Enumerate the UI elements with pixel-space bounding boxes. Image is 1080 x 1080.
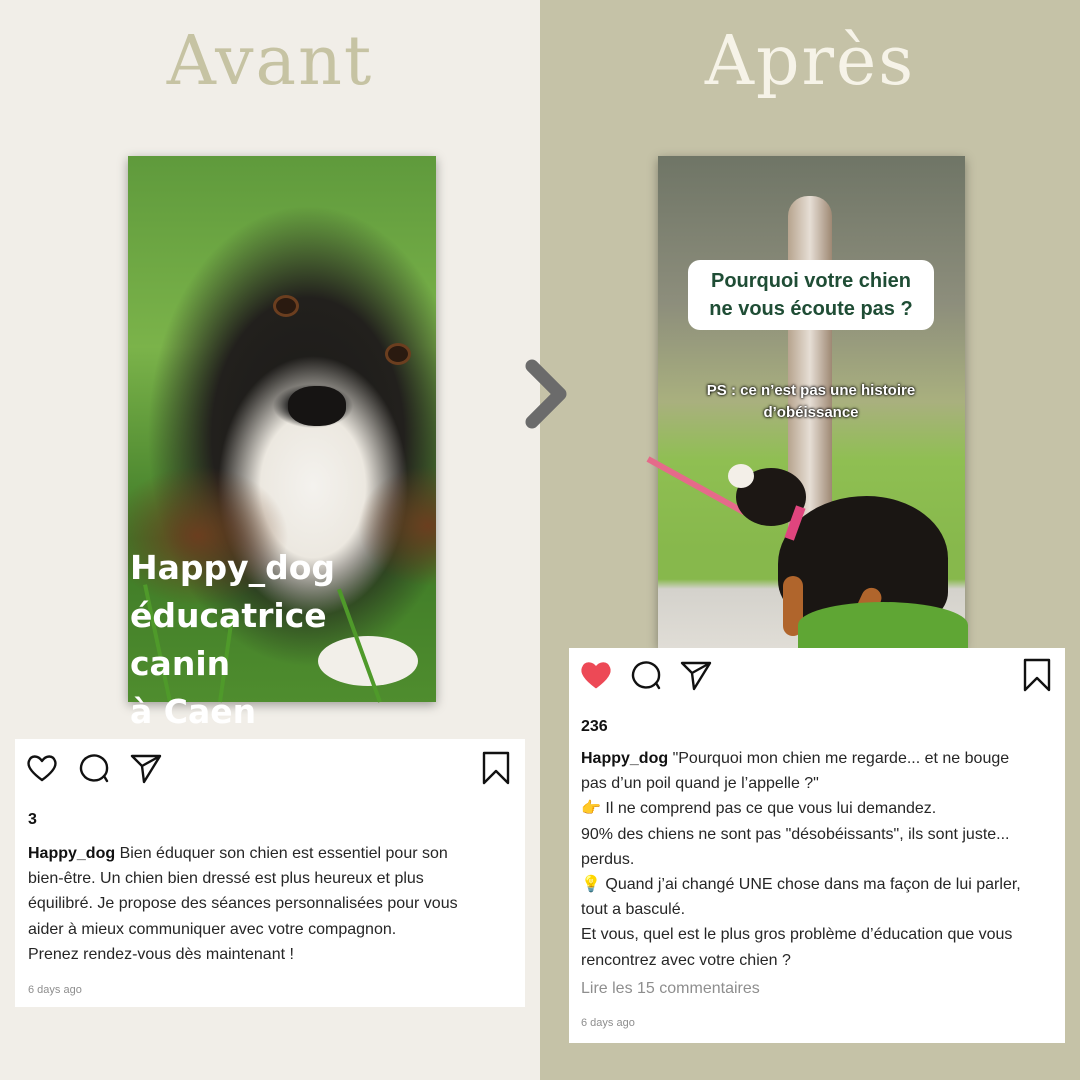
caption-line: tout a basculé. xyxy=(581,901,686,919)
caption-line: Prenez rendez-vous dès maintenant ! xyxy=(28,945,294,963)
caption-line: 👉 Il ne comprend pas ce que vous lui demandez. xyxy=(581,800,937,818)
caption-line: Happy_dog Bien éduquer son chien est essentiel pour son xyxy=(28,845,448,862)
puppy-muzzle xyxy=(728,464,754,488)
comment-icon[interactable] xyxy=(77,751,111,785)
after-post-card xyxy=(569,648,1065,1043)
caption-line: 💡 Quand j’ai changé UNE chose dans ma façon de lui parler, xyxy=(581,876,1021,894)
bookmark-icon[interactable] xyxy=(479,751,513,785)
caption-line: bien-être. Un chien bien dressé est plus heureux et plus xyxy=(28,870,424,888)
before-title: Avant xyxy=(166,22,374,101)
caption-line: pas d’un poil quand je l’appelle ?" xyxy=(581,775,819,793)
reel-ps-text: PS : ce n’est pas une histoire d’obéissance xyxy=(706,382,916,421)
caption-line: Happy_dog "Pourquoi mon chien me regarde... et ne bouge xyxy=(581,750,1010,767)
puppy-eye xyxy=(388,346,408,362)
before-reel-image[interactable] xyxy=(128,156,436,731)
caption-line: équilibré. Je propose des séances personnalisées pour vous xyxy=(28,895,458,913)
after-reel-image[interactable] xyxy=(658,156,965,648)
caption-line: perdus. xyxy=(581,850,635,868)
post-caption xyxy=(28,841,518,967)
bookmark-icon[interactable] xyxy=(1020,658,1054,692)
reel-caption: Happy_dog éducatrice canin à Caen xyxy=(130,548,336,731)
before-post-card xyxy=(15,739,525,1007)
post-caption xyxy=(581,746,1061,973)
caption-line: rencontrez avec votre chien ? xyxy=(581,951,791,969)
reel-question-bubble: Pourquoi votre chien ne vous écoute pas ? xyxy=(688,260,934,330)
post-timestamp: 6 days ago xyxy=(581,1017,635,1029)
like-count: 236 xyxy=(581,718,608,735)
caption-line: 90% des chiens ne sont pas "désobéissants", ils sont juste... xyxy=(581,825,1010,843)
caption-line: Et vous, quel est le plus gros problème d’éducation que vous xyxy=(581,926,1013,944)
puppy-nose xyxy=(288,386,346,426)
send-icon[interactable] xyxy=(679,658,713,692)
heart-filled-icon[interactable] xyxy=(579,658,613,692)
like-count: 3 xyxy=(28,811,37,828)
leash xyxy=(647,456,746,515)
after-title: Après xyxy=(704,22,916,101)
comment-icon[interactable] xyxy=(629,658,663,692)
grass xyxy=(798,602,968,648)
username[interactable]: Happy_dog xyxy=(28,845,116,862)
puppy-eye xyxy=(276,298,296,314)
chevron-right-icon xyxy=(518,356,574,432)
username[interactable]: Happy_dog xyxy=(581,750,669,767)
post-timestamp: 6 days ago xyxy=(28,984,82,996)
caption-line: aider à mieux communiquer avec votre compagnon. xyxy=(28,920,397,938)
heart-icon[interactable] xyxy=(25,751,59,785)
view-comments-link[interactable]: Lire les 15 commentaires xyxy=(581,980,760,997)
send-icon[interactable] xyxy=(129,751,163,785)
